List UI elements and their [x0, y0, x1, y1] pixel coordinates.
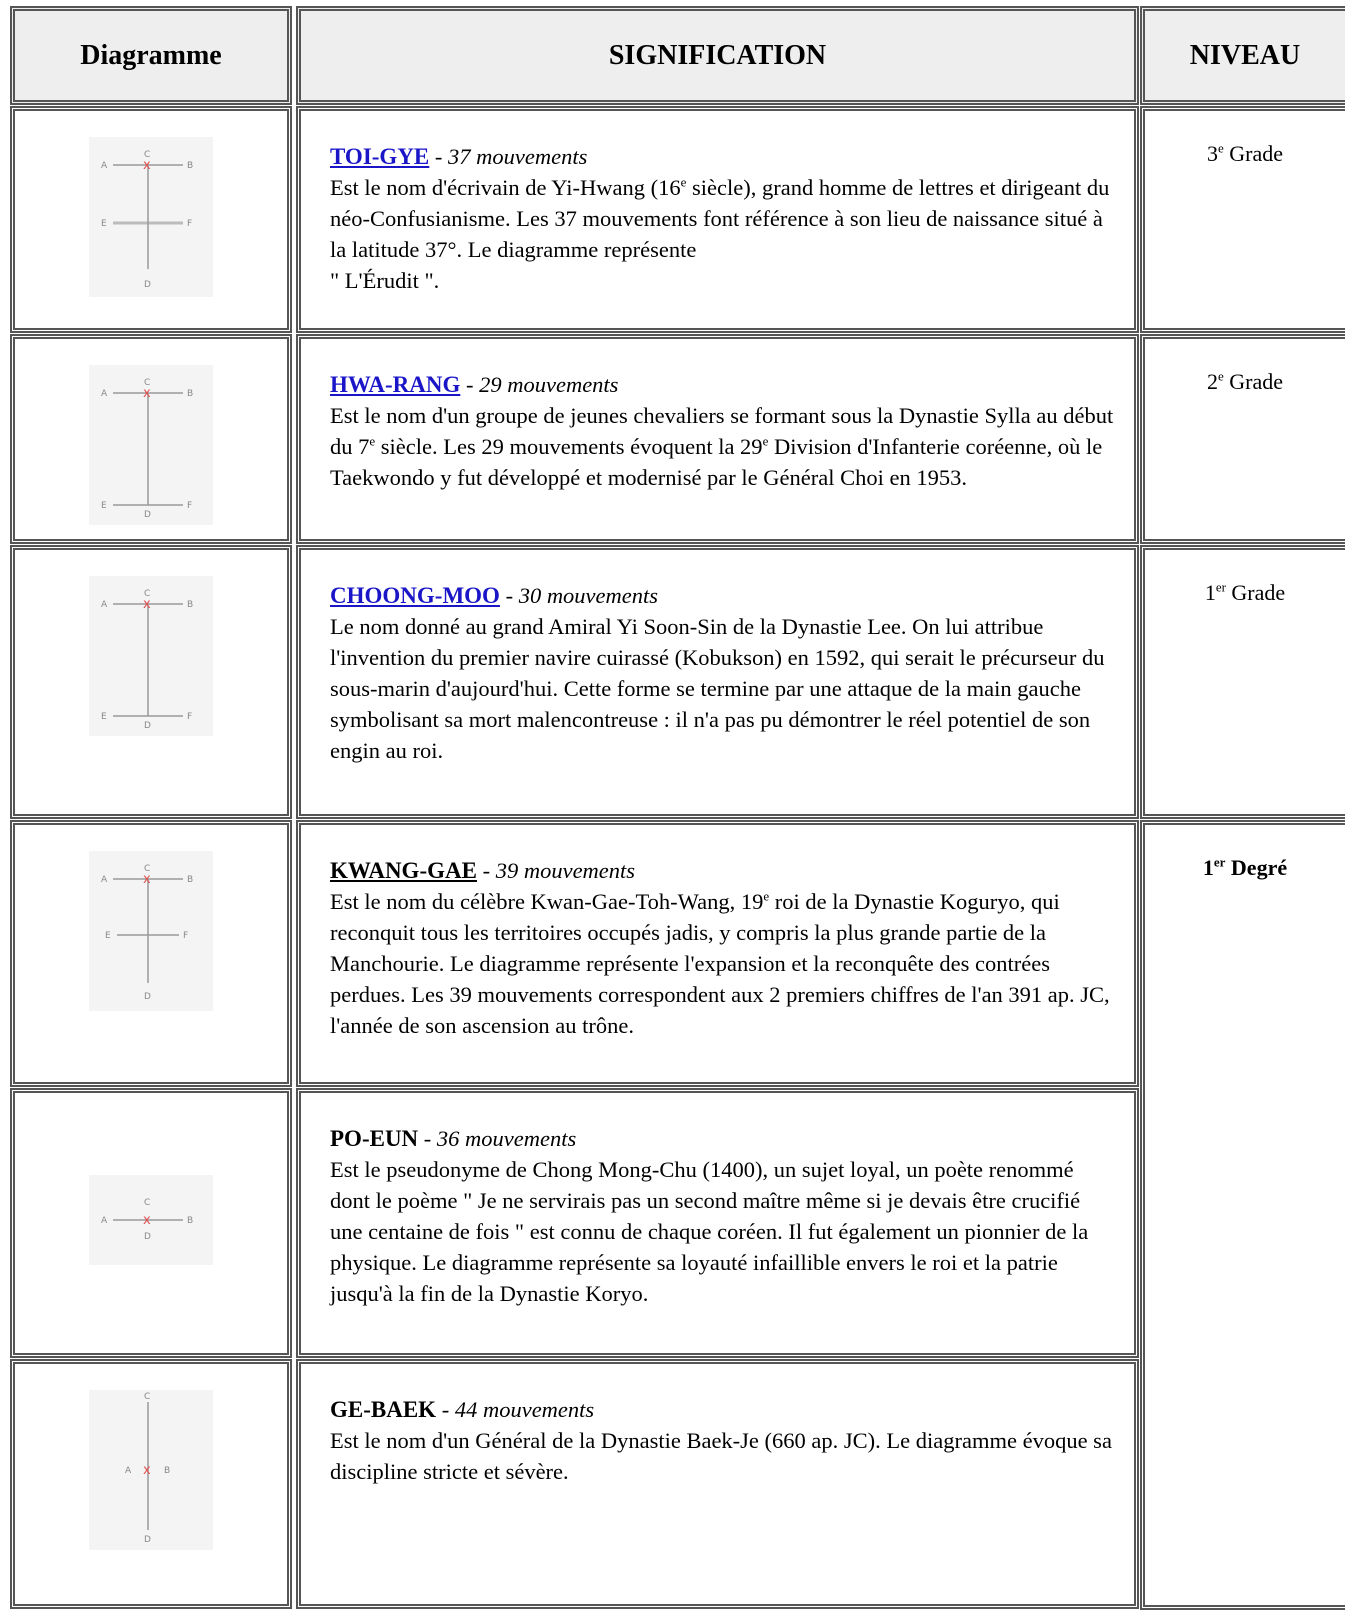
form-title: PO-EUN [330, 1126, 419, 1151]
svg-text:x: x [143, 872, 151, 887]
moves-separator: - [499, 583, 519, 608]
level-cell [1140, 106, 1345, 333]
svg-text:D: D [144, 1535, 151, 1545]
form-description: Est le nom du célèbre Kwan-Gae-Toh-Wang, 19e roi de la Dynastie Koguryo, qui reconquit tous les territoires occupés jadis, y compris la plus grande partie de la Manchourie. Le diagramme représente l'expansion et la reconquête des contrées perdues. Les 39 mouvements correspondent aux 2 premiers chiffres de l'an 391 ap. JC, l'année de son ascension au trône. [330, 888, 1110, 1038]
form-title-link[interactable]: TOI-GYE [330, 144, 430, 169]
level-label: 1er Degré [1202, 854, 1288, 880]
kwang-gae-diagram-icon [89, 851, 213, 1011]
form-title-link[interactable]: HWA-RANG [330, 372, 461, 397]
header-level [1140, 6, 1345, 105]
svg-text:C: C [144, 864, 151, 874]
svg-text:D: D [144, 992, 151, 1002]
svg-text:D: D [144, 510, 151, 520]
level-label: 1er Grade [1204, 579, 1286, 605]
form-description: Est le pseudonyme de Chong Mong-Chu (1400), un sujet loyal, un poète renommé dont le poème " Je ne servirais pas un second maître même si je devais être crucifié une centaine de fois " est connu de chaque coréen. Il fut également un pionnier de la physique. Le diagramme représente sa loyauté infaillible envers le roi et la patrie jusqu'à la fin de la Dynastie Koryo. [330, 1157, 1089, 1306]
moves-separator: - [460, 372, 480, 397]
svg-text:B: B [187, 1216, 194, 1226]
svg-text:C: C [144, 1198, 151, 1208]
moves-separator: - [418, 1126, 437, 1151]
svg-text:A: A [101, 600, 108, 610]
svg-text:x: x [143, 386, 151, 401]
svg-text:C: C [144, 378, 151, 388]
moves-count: 44 mouvements [454, 1397, 595, 1422]
po-eun-diagram-icon [89, 1175, 213, 1265]
svg-text:D: D [144, 1232, 151, 1242]
svg-text:B: B [164, 1466, 171, 1476]
moves-separator: - [436, 1397, 455, 1422]
svg-text:x: x [143, 1213, 151, 1228]
level-cell [1140, 545, 1345, 819]
svg-text:A: A [125, 1466, 132, 1476]
form-description: Est le nom d'écrivain de Yi-Hwang (16e siècle), grand homme de lettres et dirigeant du néo-Confusianisme. Les 37 mouvements font référence à son lieu de naissance situé à la latitude 37°. Le diagramme représente " L'Érudit ". [330, 174, 1110, 293]
hwa-rang-diagram-icon [89, 365, 213, 525]
diagram-cell [10, 106, 292, 333]
svg-text:F: F [183, 931, 189, 941]
svg-text:F: F [187, 712, 193, 722]
svg-text:x: x [143, 1463, 151, 1478]
diagram-cell [10, 1088, 292, 1358]
moves-count: 29 mouvements [479, 372, 619, 397]
diagram-cell [10, 1359, 292, 1609]
header-meaning-label: SIGNIFICATION [608, 39, 827, 71]
moves-count: 30 mouvements [518, 583, 659, 608]
diagram-cell [10, 334, 292, 544]
svg-text:E: E [105, 931, 111, 941]
svg-text:C: C [144, 1392, 151, 1402]
level-label: 3e Grade [1206, 140, 1284, 166]
moves-count: 36 mouvements [436, 1126, 577, 1151]
svg-text:x: x [143, 158, 151, 173]
meaning-cell [296, 1088, 1139, 1358]
svg-text:A: A [101, 1216, 108, 1226]
svg-text:E: E [101, 501, 107, 511]
svg-text:B: B [187, 161, 194, 171]
header-diagram [10, 6, 292, 105]
svg-text:A: A [101, 875, 108, 885]
svg-text:B: B [187, 600, 194, 610]
svg-text:F: F [187, 501, 193, 511]
meaning-cell [296, 106, 1139, 333]
moves-separator: - [476, 858, 496, 883]
svg-text:D: D [144, 280, 151, 290]
svg-text:C: C [144, 589, 151, 599]
toi-gye-diagram-icon [89, 137, 213, 297]
meaning-cell [296, 334, 1139, 544]
svg-text:A: A [101, 161, 108, 171]
svg-text:A: A [101, 389, 108, 399]
header-meaning [296, 6, 1139, 105]
meaning-cell [296, 820, 1139, 1087]
form-description: Est le nom d'un groupe de jeunes chevaliers se formant sous la Dynastie Sylla au début du 7e siècle. Les 29 mouvements évoquent la 29e Division d'Infanterie coréenne, où le Taekwondo y fut développé et modernisé par le Général Choi en 1953. [330, 403, 1114, 490]
ge-baek-diagram-icon [89, 1390, 213, 1550]
moves-count: 39 mouvements [495, 858, 636, 883]
svg-text:C: C [144, 150, 151, 160]
svg-text:E: E [101, 712, 107, 722]
form-description: Le nom donné au grand Amiral Yi Soon-Sin de la Dynastie Lee. On lui attribue l'invention du premier navire cuirassé (Kobukson) en 1592, qui serait le précurseur du sous-marin d'aujourd'hui. Cette forme se termine par une attaque de la main gauche symbolisant sa mort malencontreuse : il n'a pas pu démontrer le réel potentiel de son engin au roi. [330, 614, 1105, 763]
meaning-cell [296, 1359, 1139, 1609]
svg-text:F: F [187, 219, 193, 229]
svg-text:B: B [187, 389, 194, 399]
svg-text:x: x [143, 597, 151, 612]
diagram-cell [10, 545, 292, 819]
moves-count: 37 mouvements [448, 144, 588, 169]
diagram-cell [10, 820, 292, 1087]
svg-text:E: E [101, 219, 107, 229]
form-description: Est le nom d'un Général de la Dynastie Baek-Je (660 ap. JC). Le diagramme évoque sa discipline stricte et sévère. [330, 1428, 1112, 1484]
level-cell [1140, 334, 1345, 544]
form-title-link[interactable]: CHOONG-MOO [330, 583, 500, 608]
svg-text:D: D [144, 721, 151, 731]
header-diagram-label: Diagramme [80, 39, 222, 71]
level-cell [1140, 820, 1345, 1610]
header-level-label: NIVEAU [1189, 39, 1301, 71]
form-title: KWANG-GAE [330, 858, 477, 883]
form-title: GE-BAEK [330, 1397, 437, 1422]
choong-moo-diagram-icon [89, 576, 213, 736]
moves-separator: - [429, 144, 449, 169]
svg-text:B: B [187, 875, 194, 885]
meaning-cell [296, 545, 1139, 819]
level-label: 2e Grade [1206, 368, 1284, 394]
